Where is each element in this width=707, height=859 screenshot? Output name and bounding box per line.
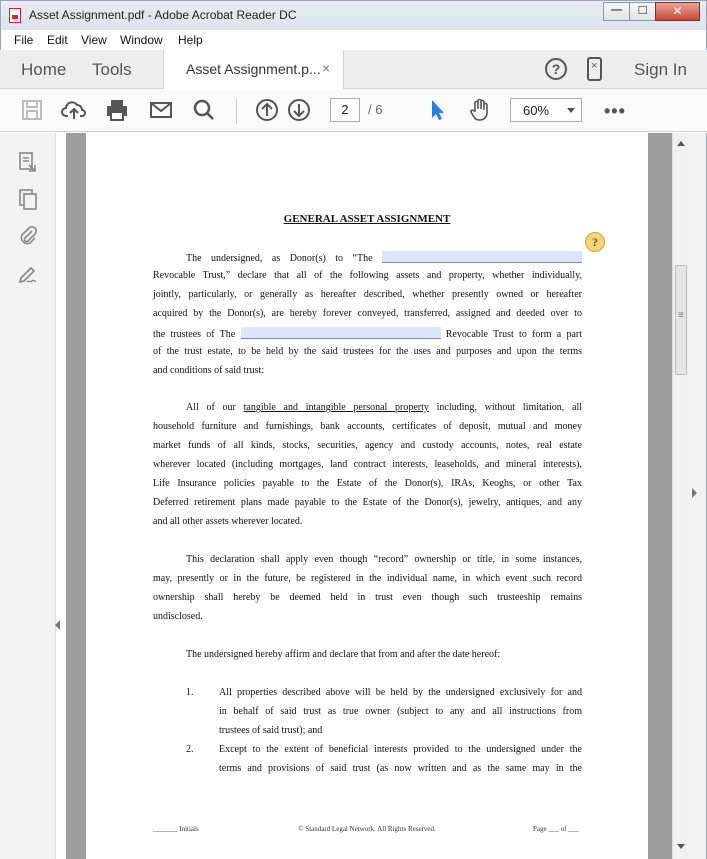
scroll-up-icon[interactable] [677, 141, 685, 146]
document-title: GENERAL ASSET ASSIGNMENT [283, 213, 451, 225]
menu-window[interactable]: Window [120, 33, 163, 47]
list-1-line-1: All properties described above will be held by the undersigned exclusively for and [219, 687, 582, 698]
close-window-button[interactable] [655, 2, 700, 21]
zoom-value: 60% [523, 103, 550, 118]
menu-help[interactable]: Help [178, 33, 203, 47]
p2-line-5: Life Insurance policies payable to the Estate of the Donor(s), IRAs, Keoghs, or other Tax [153, 478, 582, 489]
footer-page: Page ___ of ___ [533, 825, 579, 833]
save-icon[interactable] [19, 97, 45, 123]
p1-line-7: and conditions of said trust: [153, 365, 265, 376]
p1-line-6: of the trust estate, to be held by the said trustees for the uses and purposes and upon the terms [153, 346, 582, 357]
p2-line-3: market funds of all kinds, stocks, securities, agency and custody accounts, notes, real estate [153, 440, 582, 451]
toolbar-separator [236, 98, 237, 124]
pdf-page [86, 133, 648, 859]
zoom-select[interactable] [510, 98, 582, 122]
attachment-icon[interactable] [17, 225, 39, 247]
vertical-scrollbar[interactable] [672, 133, 689, 859]
print-icon[interactable] [104, 97, 130, 123]
p2-line-7: and all other assets wherever located. [153, 516, 303, 527]
toolbar [0, 89, 707, 132]
p1-line-1 [186, 251, 582, 265]
mobile-link-icon[interactable] [587, 57, 602, 81]
p2-l1b: tangible and intangible personal property [243, 402, 429, 413]
comment-note-icon[interactable]: ? [585, 232, 605, 252]
menu-view[interactable]: View [81, 33, 107, 47]
p2-line-2: household furniture and furnishings, bank accounts, certificates of deposit, mutual and money [153, 421, 582, 432]
list-1-line-3: trustees of said trust); and [219, 725, 323, 736]
maximize-icon: ☐ [637, 5, 648, 17]
p1-line-2: Revocable Trust,” declare that all of the following assets and property, whether individually, [153, 270, 582, 281]
tab-tools[interactable]: Tools [92, 60, 132, 79]
hand-tool-icon[interactable] [467, 97, 493, 123]
page-thumbnails-icon[interactable] [17, 151, 39, 173]
email-icon[interactable] [148, 97, 174, 123]
list-2-line-1: Except to the extent of beneficial interests provided to the undersigned under the [219, 744, 582, 755]
acrobat-app-icon [9, 8, 21, 23]
menu-edit[interactable]: Edit [47, 33, 68, 47]
collapse-left-icon[interactable] [55, 620, 60, 630]
window-title-bar [0, 0, 707, 30]
p1-l5b: Revocable Trust to form a part [445, 329, 583, 340]
minimize-button[interactable] [603, 2, 630, 21]
p2-l1c: including, without limitation, all [436, 402, 583, 413]
sign-in-button[interactable]: Sign In [634, 60, 687, 79]
list-1-line-2: in behalf of said trust as true owner (subject to any and all instructions from [219, 706, 582, 717]
expand-right-pane-icon[interactable] [692, 488, 697, 498]
trust-name-field-1[interactable] [382, 251, 582, 263]
tab-document[interactable] [163, 50, 344, 89]
p2-line-6: Deferred retirement plans made payable to the Estate of the Donor(s), jewelry, antiques, and any [153, 497, 582, 508]
signature-icon[interactable] [17, 262, 39, 284]
maximize-button[interactable] [629, 2, 656, 21]
tab-home[interactable]: Home [21, 60, 67, 79]
tab-document-label: Asset Assignment.p... [186, 61, 321, 77]
scroll-down-icon[interactable] [677, 844, 685, 849]
scroll-thumb[interactable] [675, 265, 687, 375]
p1-line-5 [153, 327, 582, 341]
p3-line-3: ownership shall hereby be deemed held in trust even though such trusteeship remains [153, 592, 582, 603]
window-title: Asset Assignment.pdf - Adobe Acrobat Reader DC [29, 8, 297, 22]
menu-file[interactable]: File [14, 33, 34, 47]
close-tab-icon[interactable]: × [322, 60, 331, 76]
upload-cloud-icon[interactable] [61, 97, 87, 123]
next-page-icon[interactable] [286, 97, 312, 123]
list-2-line-2: terms and provisions of said trust (as now written and as the same may in the [219, 763, 582, 774]
left-rail [0, 133, 56, 859]
page-total: / 6 [368, 102, 383, 117]
footer-copyright: © Standard Legal Network. All Rights Reserved. [298, 825, 436, 833]
tab-row [0, 50, 707, 89]
menu-bar [0, 30, 707, 50]
p1-line-4: acquired by the Donor(s), are hereby forever conveyed, transferred, assigned and deeded over to [153, 308, 582, 319]
help-icon[interactable]: ? [545, 58, 567, 80]
trust-name-field-2[interactable] [241, 327, 441, 339]
search-icon[interactable] [191, 97, 217, 123]
page-number-input[interactable]: 2 [330, 98, 360, 122]
select-cursor-icon[interactable] [424, 97, 450, 123]
right-rail [689, 133, 707, 859]
footer-initials: _______ Initials [153, 825, 199, 833]
p3-line-1: This declaration shall apply even though “record” ownership or title, in some instances, [186, 554, 582, 565]
p1-line-3: jointly, particularly, or generally as hereafter described, whether presently owned or hereafter [153, 289, 582, 300]
more-tools-icon[interactable]: ••• [604, 101, 626, 121]
p1-l5a: the trustees of The [153, 329, 236, 340]
list-number-2: 2. [186, 744, 194, 755]
chevron-down-icon [567, 108, 575, 113]
p2-line-1 [186, 402, 582, 414]
p3-line-4: undisclosed. [153, 611, 203, 622]
p3-line-2: may, presently or in the future, be registered in the individual name, in which event such record [153, 573, 582, 584]
previous-page-icon[interactable] [254, 97, 280, 123]
p1-l1: The undersigned, as Donor(s) to “The [186, 253, 373, 264]
minimize-icon: — [611, 4, 622, 16]
copy-pages-icon[interactable] [17, 188, 39, 210]
p2-l1a: All of our [186, 402, 236, 413]
p4-line-1: The undersigned hereby affirm and declare that from and after the date hereof: [186, 649, 501, 660]
document-area [66, 133, 672, 859]
list-number-1: 1. [186, 687, 194, 698]
close-icon: ✕ [672, 4, 683, 18]
p2-line-4: wherever located (including mortgages, land contract interests, leaseholds, and mineral interests), [153, 459, 582, 470]
